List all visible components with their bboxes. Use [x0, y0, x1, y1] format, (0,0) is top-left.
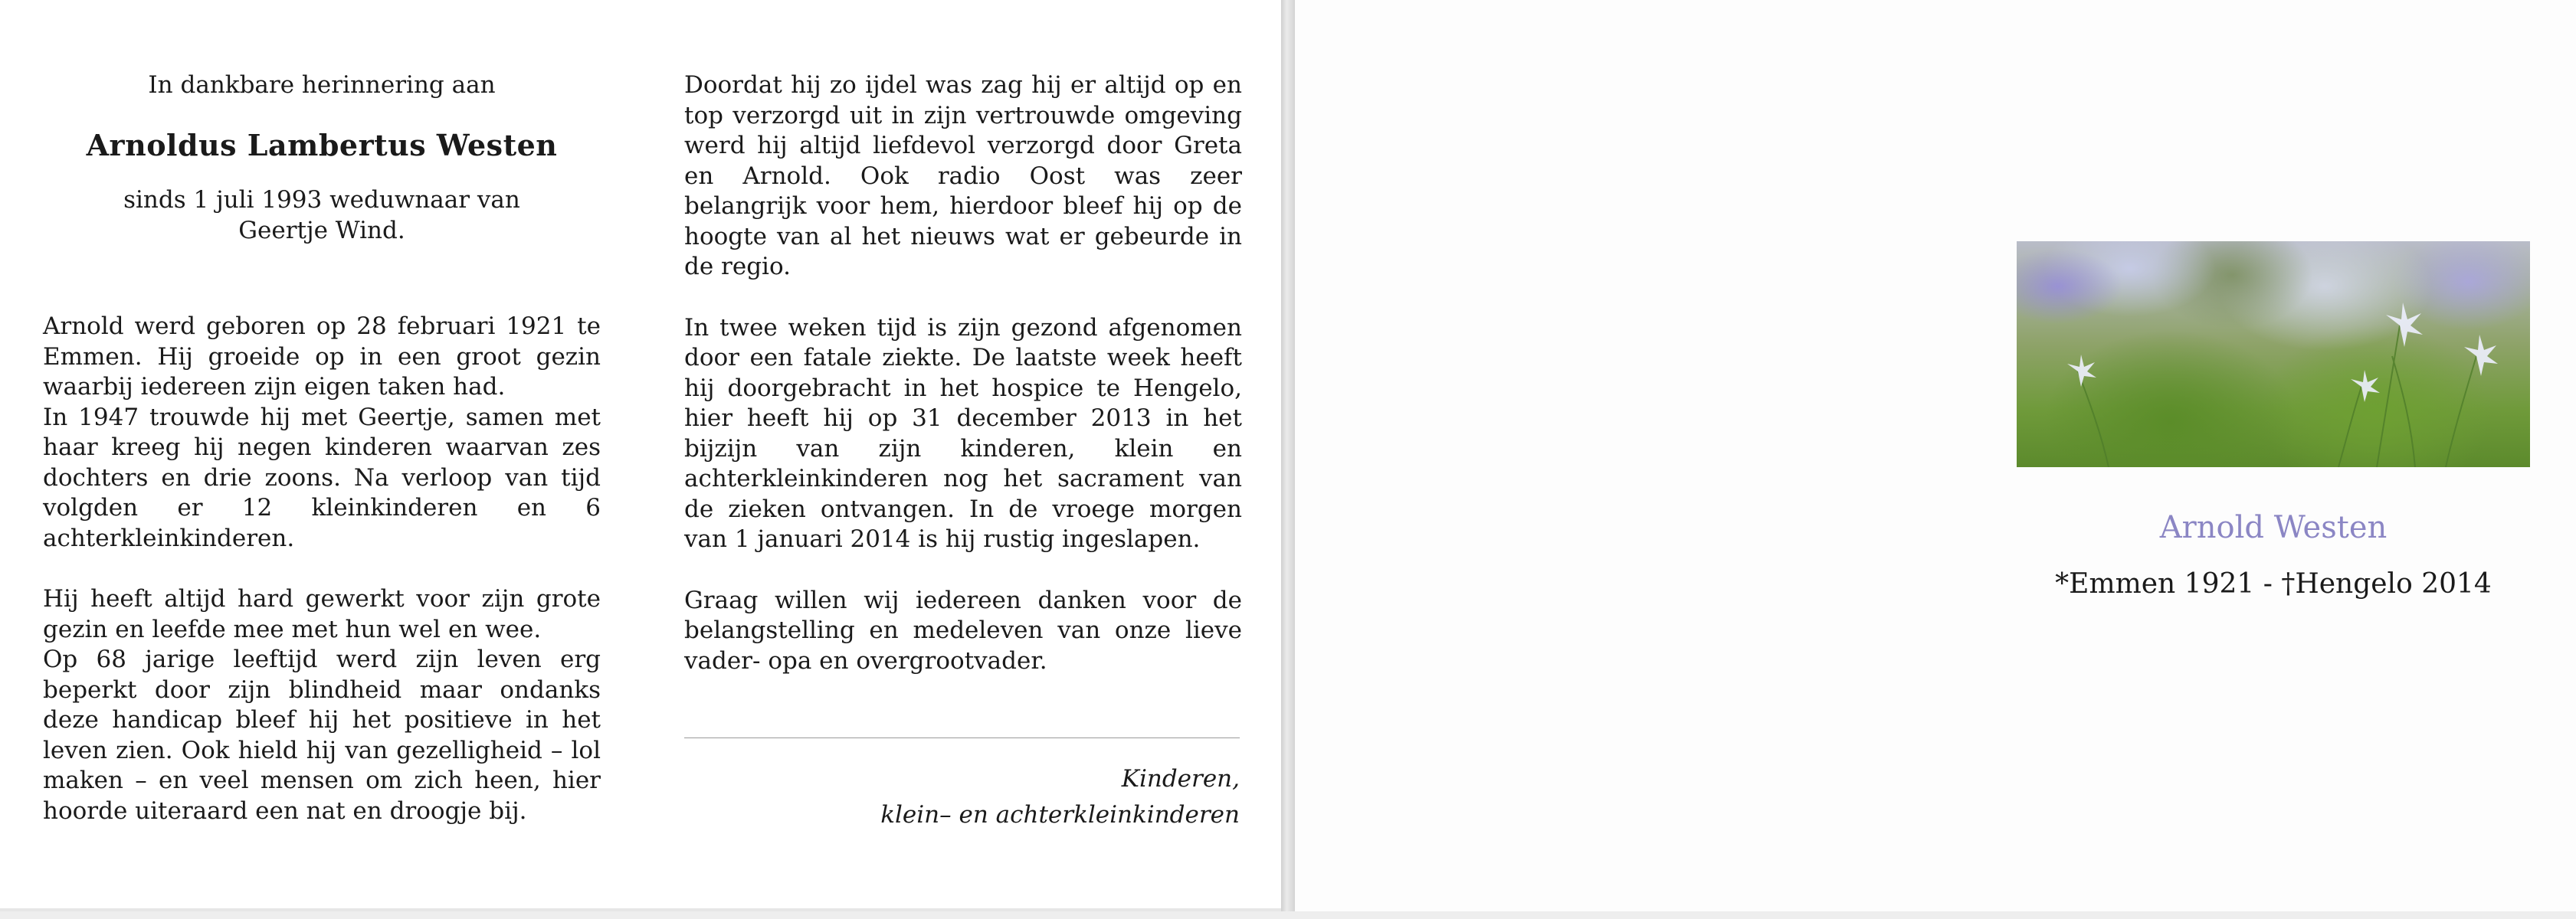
deceased-short-name: Arnold Westen	[2159, 510, 2388, 545]
thanks-block	[684, 586, 1242, 677]
biography-block-1	[43, 312, 601, 554]
left-text-column	[43, 70, 601, 826]
biography-block-4	[684, 313, 1242, 555]
widower-line-1: sinds 1 juli 1993 weduwnaar van	[123, 186, 520, 214]
biography-paragraph: In twee weken tijd is zijn gezond afgenomen door een fatale ziekte. De laatste week heeft hij doorgebracht in het hospice te Hengelo, hier heeft hij op 31 december 2013 in het bijzijn van zijn kinderen, klein en achterkleinkinderen nog het sacrament van de zieken ontvangen. In de vroege morgen van 1 januari 2014 is hij rustig ingeslapen.	[684, 313, 1242, 553]
memorial-header	[43, 70, 601, 246]
biography-paragraph: Hij heeft altijd hard gewerkt voor zijn grote gezin en leefde mee met hun wel en wee.	[43, 585, 601, 643]
biography-paragraph: Op 68 jarige leeftijd werd zijn leven erg beperkt door zijn blindheid maar ondanks deze handicap bleef hij het positieve in het leven zien. Ook hield hij van gezelligheid – lol maken – en veel mensen om zich heen, hier hoorde uiteraard een nat en droogje bij.	[43, 646, 601, 825]
biography-paragraph: Doordat hij zo ijdel was zag hij er altijd op en top verzorgd uit in zijn vertrouwde omgeving werd hij altijd liefdevol verzorgd door Greta en Arnold. Ook radio Oost was zeer belangrijk voor hem, hierdoor bleef hij op de hoogte van al het nieuws wat er gebeurde in de regio.	[684, 71, 1242, 280]
signature-line-1: Kinderen,	[1121, 765, 1240, 793]
card-fold	[1281, 0, 1295, 919]
flower-stems-icon	[2017, 241, 2530, 467]
signature-line-2: klein– en achterkleinkinderen	[880, 801, 1240, 829]
biography-block-3	[684, 70, 1242, 283]
biography-paragraph: In 1947 trouwde hij met Geertje, samen met haar kreeg hij negen kinderen waarvan zes dochters en drie zoons. Na verloop van tijd volgden er 12 kleinkinderen en 6 achterkleinkinderen.	[43, 403, 601, 552]
thanks-paragraph: Graag willen wij iedereen danken voor de belangstelling en medeleven van onze lieve vader- opa en overgrootvader.	[684, 586, 1242, 675]
biography-paragraph: Arnold werd geboren op 28 februari 1921 te Emmen. Hij groeide op in een groot gezin waarbij iedereen zijn eigen taken had.	[43, 312, 601, 401]
lavender-wildflowers-photo	[2017, 241, 2530, 467]
middle-text-column	[684, 70, 1242, 676]
deceased-full-name: Arnoldus Lambertus Westen	[86, 127, 558, 162]
biography-block-2	[43, 584, 601, 826]
signature-divider	[684, 737, 1240, 738]
card-inner-left-sheet	[0, 0, 1281, 911]
widower-line-2: Geertje Wind.	[238, 216, 405, 244]
signature-block	[684, 761, 1240, 833]
scan-bottom-edge	[0, 911, 2576, 919]
intro-text: In dankbare herinnering aan	[148, 71, 496, 99]
birth-death-dates: *Emmen 1921 - †Hengelo 2014	[2055, 568, 2492, 600]
